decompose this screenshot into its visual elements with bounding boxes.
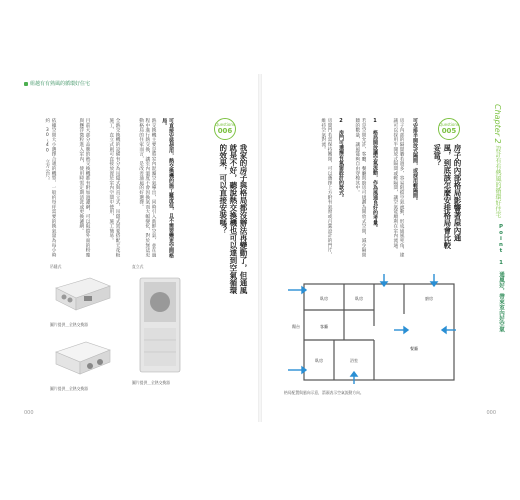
ceiling-unit-photo-2 [50, 336, 116, 384]
room-label: 臥房 [355, 296, 363, 301]
left-page [14, 74, 258, 422]
photo-caption: 圖片提供＿全熱交換器 [50, 386, 88, 391]
bullet-icon [24, 82, 28, 86]
body-paragraph: 目前大部分品牌的熱交換機都有附加過濾網，可以阻擋外面的粉塵與懸浮微粒進入室內，使用時需定期清洗或更換濾網。 [78, 118, 90, 258]
page-number: 000 [24, 410, 34, 416]
badge-label: Questions [215, 122, 235, 127]
room-label: 臥房 [320, 296, 328, 301]
running-head-text: 組越有有熟風的循環好住宅 [30, 81, 91, 87]
room-label: 客廳 [320, 324, 328, 329]
answer-subheading: 可安排半開放式隔間，或採用輕隔間。 [412, 118, 418, 203]
question-badge-006 [214, 118, 236, 140]
photo-caption: 圖片提供＿全熱交換器 [132, 380, 170, 385]
question-title: 房子的內部格局影響著屋內通風，到底該怎麼安排格局會比較妥當？ [432, 144, 462, 249]
point-heading: 2 房門可選擇有氣窗設計的款式。 [338, 118, 344, 200]
badge-number: 006 [217, 127, 233, 135]
page-number: 000 [486, 410, 496, 416]
body-paragraph: 房子內部的隔間牆若過多，容易阻擋空氣流動，形成通風死角，建議可以採用半開放式隔間或輕隔間，讓空氣能順利在室內流通。 [392, 118, 404, 258]
room-label: 臥房 [315, 358, 323, 363]
chapter-subtitle: 設計有有熱風的循環好住宅 [494, 145, 501, 218]
ceiling-unit-photo [50, 270, 116, 320]
product-label: 直立式 [132, 264, 144, 269]
part-label: Point 1 通風好，帶來室內好空氣 [498, 224, 504, 332]
room-label: 餐廳 [410, 346, 418, 351]
answer-subheading: 可直接安裝使用，熱交換機的施工難度低，且不需要變更空間格局。 [161, 118, 174, 258]
chapter-tab [493, 104, 502, 218]
right-page [262, 74, 506, 422]
body-paragraph: 全熱交換機的設備有分為吊隱式與直立式，吊隱式需要搭配天花板施工，直立式則可直接放置於室內空間中使用，施工簡易。 [108, 118, 120, 258]
badge-label: Questions [439, 122, 459, 127]
room-label: 浴室 [350, 358, 358, 363]
plan-caption: 格局配置與風向示意，箭頭表示空氣流動方向。 [284, 390, 364, 395]
question-badge-005 [438, 118, 460, 140]
book-spread [14, 74, 506, 422]
running-head [24, 80, 90, 87]
body-paragraph: 依據空間大小選擇合適的機型，一般約每坪需要的換氣量為每小時約 30～40 立方公尺。 [44, 118, 56, 258]
room-label: 陽台 [292, 324, 300, 329]
upright-unit-photo [132, 270, 188, 380]
body-paragraph: 若是空間允許，客廳、餐廳與廚房可規劃為開放式空間，減少隔間牆的數量，讓風能夠自由穿梭其中。 [354, 118, 366, 258]
photo-caption: 圖片提供＿全熱交換器 [50, 322, 88, 327]
question-title: 我家的房子與格局都沒辦法再變動了，但通風就是不好，聽說熱交換機也可以達到空氣循環的效果，可以直接安裝嗎？ [218, 144, 248, 294]
chapter-label: Chapter 2 [493, 104, 502, 144]
badge-number: 005 [441, 127, 457, 135]
floor-plan-diagram [284, 270, 460, 388]
point-heading: 1 格局開放讓空氣流動，作為風通良好的考量。 [372, 118, 378, 230]
product-label: 吊隱式 [50, 264, 62, 269]
body-paragraph: 房間門若需保持關閉，可以選擇上方附有氣窗或百葉設計的門片，維持空氣對流。 [320, 118, 332, 258]
body-paragraph: 熱交換機主要是將室內混濁空氣導出，同時引入新鮮空氣，並在過程中進行熱交換，讓室內溫度不會因換氣而大幅變化，對於無法更動格局的住家而言，是改善通風的好選擇。 [138, 118, 156, 258]
room-label: 廚房 [425, 296, 433, 301]
